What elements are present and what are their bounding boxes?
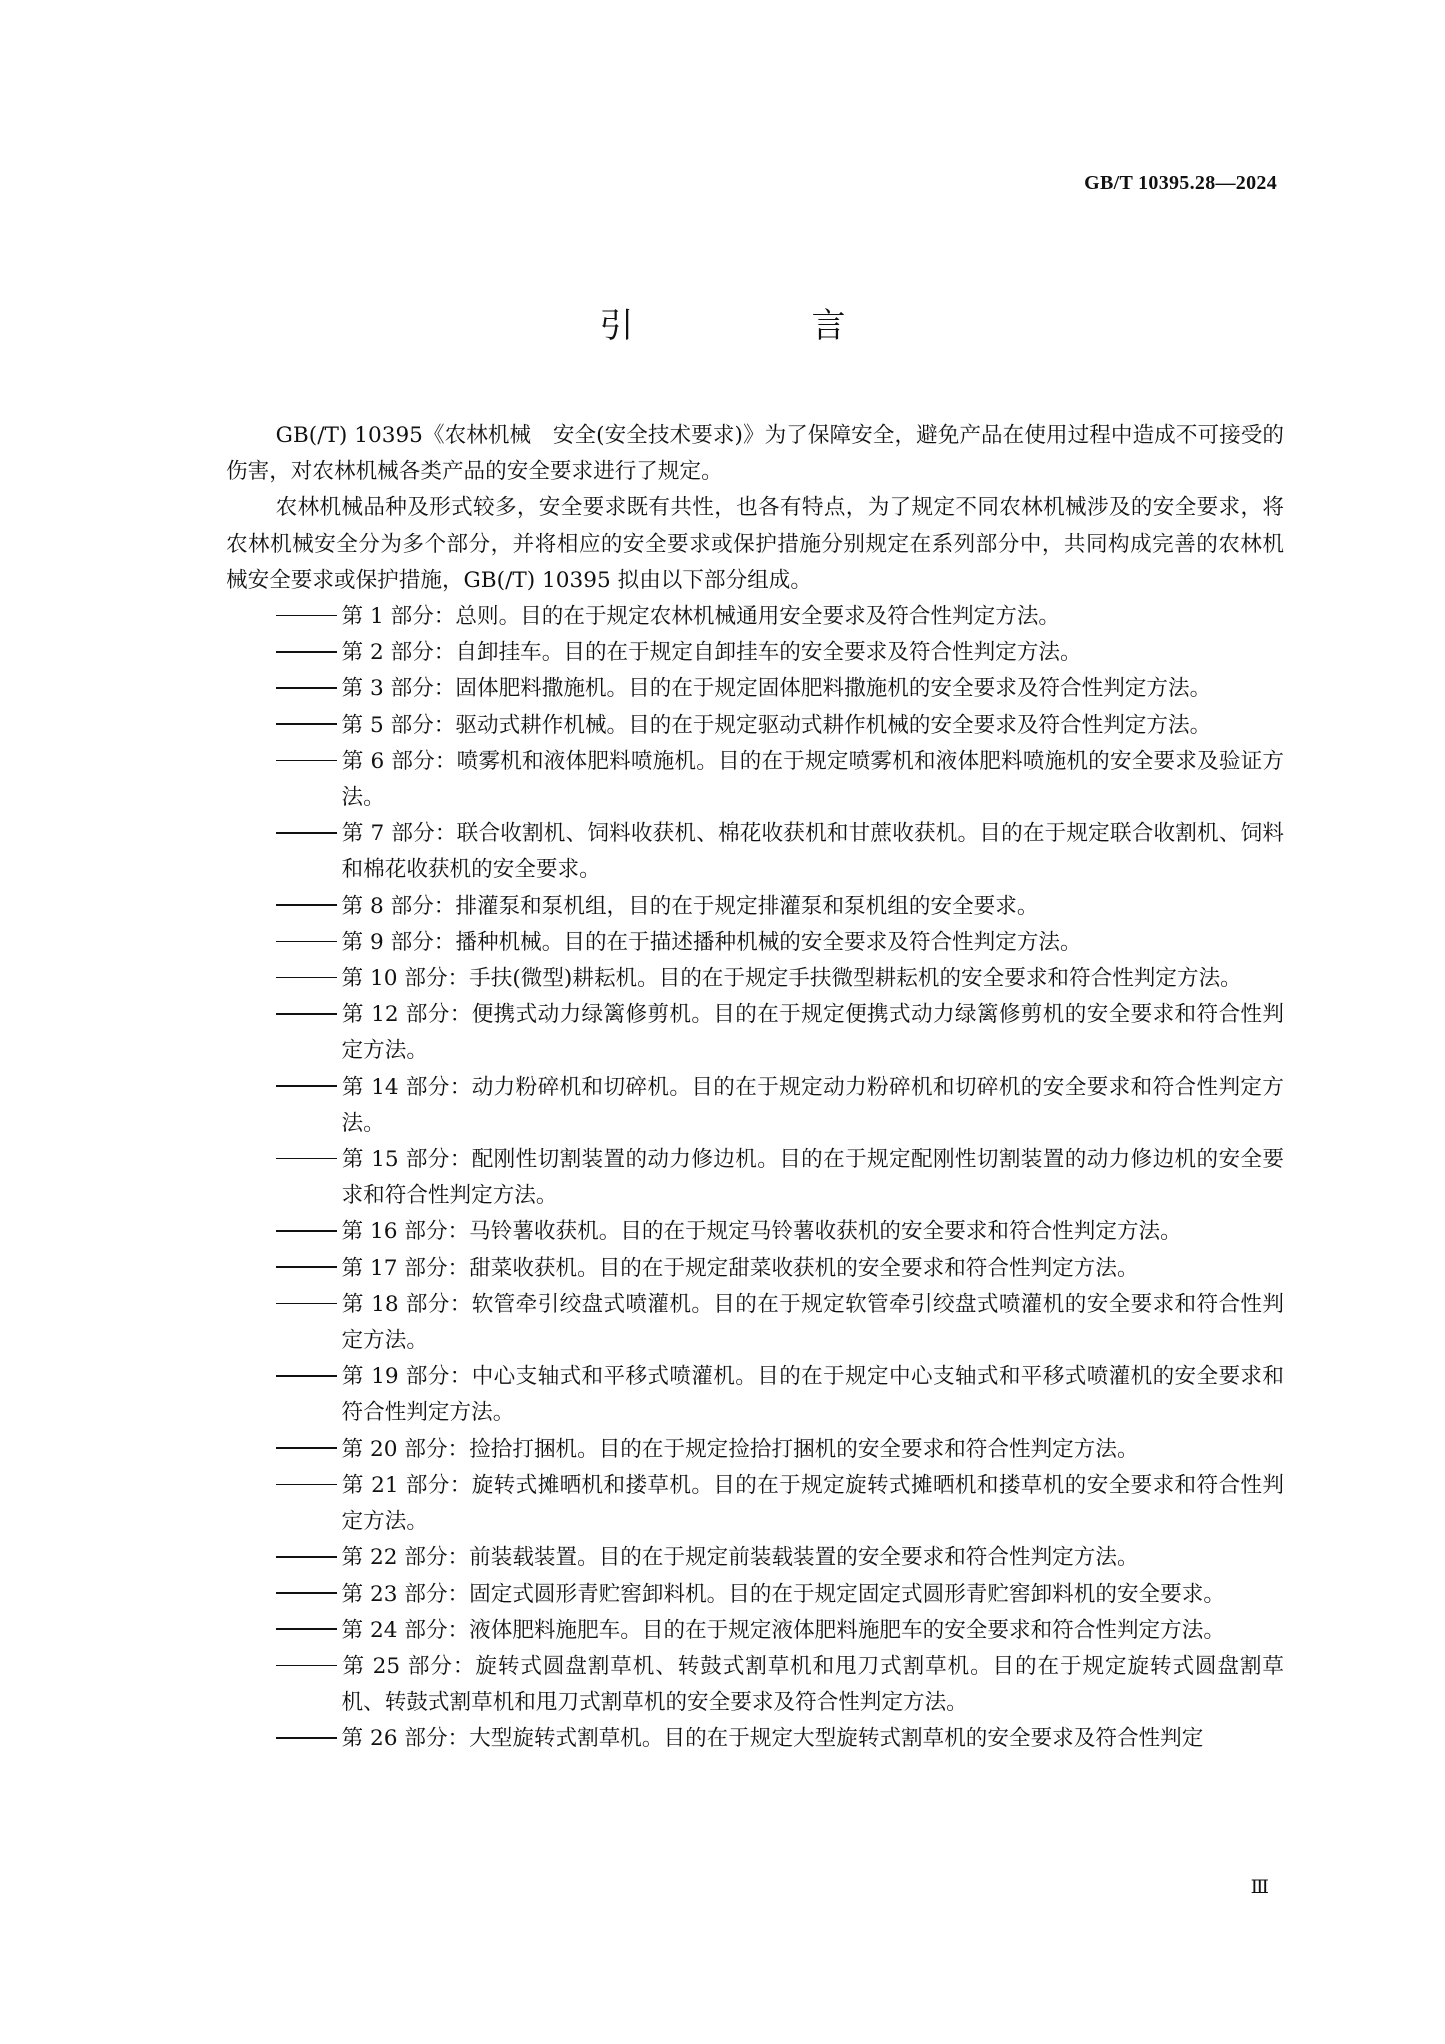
list-item [226,635,1284,671]
list-item [226,1359,1284,1431]
list-item-text: 第 17 部分：甜菜收获机。目的在于规定甜菜收获机的安全要求和符合性判定方法。 [341,1255,1139,1281]
list-item [226,744,1284,816]
em-dash-marker [276,671,342,707]
page-title: 引 言 [599,306,918,346]
list-item-text: 第 24 部分：液体肥料施肥车。目的在于规定液体肥料施肥车的安全要求和符合性判定方法。 [341,1617,1225,1643]
intro-paragraph-1: GB(/T) 10395《农林机械 安全(安全技术要求)》为了保障安全，避免产品在使用过程中造成不可接受的伤害，对农林机械各类产品的安全要求进行了规定。 [226,423,1284,485]
list-item [226,816,1284,888]
parts-list [226,599,1284,1758]
list-item [226,671,1284,707]
list-item-text: 第 7 部分：联合收割机、饲料收获机、棉花收获机和甘蔗收获机。目的在于规定联合收割机、饲料和棉花收获机的安全要求。 [341,821,1284,883]
list-item [226,599,1284,635]
em-dash-marker [276,1721,342,1757]
list-item-text: 第 6 部分：喷雾机和液体肥料喷施机。目的在于规定喷雾机和液体肥料喷施机的安全要求及验证方法。 [341,748,1284,811]
list-item-text: 第 26 部分：大型旋转式割草机。目的在于规定大型旋转式割草机的安全要求及符合性判定 [341,1726,1204,1752]
list-item [226,1142,1284,1214]
em-dash-marker [276,1613,342,1649]
list-item [226,1214,1284,1250]
em-dash-marker [276,1577,342,1613]
page-number: Ⅲ [1250,1877,1269,1898]
em-dash-marker [276,1287,342,1323]
list-item [226,1577,1284,1613]
list-item-text: 第 14 部分：动力粉碎机和切碎机。目的在于规定动力粉碎机和切碎机的安全要求和符合性判定方法。 [341,1074,1284,1136]
list-item [226,1070,1284,1142]
list-item [226,925,1284,961]
em-dash-marker [276,708,342,744]
em-dash-marker [276,1214,342,1250]
list-item-text: 第 9 部分：播种机械。目的在于描述播种机械的安全要求及符合性判定方法。 [341,929,1082,955]
list-item-text: 第 23 部分：固定式圆形青贮窖卸料机。目的在于规定固定式圆形青贮窖卸料机的安全要求。 [341,1581,1225,1607]
intro-paragraph-2: 农林机械品种及形式较多，安全要求既有共性，也各有特点，为了规定不同农林机械涉及的安全要求，将农林机械安全分为多个部分，并将相应的安全要求或保护措施分别规定在系列部分中，共同构成完善的农林机械安全要求或保护措施，GB(/T) 10395 拟由以下部分组成。 [226,495,1284,593]
em-dash-marker [276,635,342,671]
list-item-text: 第 15 部分：配刚性切割装置的动力修边机。目的在于规定配刚性切割装置的动力修边机的安全要求和符合性判定方法。 [341,1147,1284,1209]
list-item-text: 第 2 部分：自卸挂车。目的在于规定自卸挂车的安全要求及符合性判定方法。 [341,640,1082,666]
em-dash-marker [276,1359,342,1395]
list-item-text: 第 1 部分：总则。目的在于规定农林机械通用安全要求及符合性判定方法。 [341,604,1061,630]
list-item [226,1287,1284,1359]
list-item-text: 第 12 部分：便携式动力绿篱修剪机。目的在于规定便携式动力绿篱修剪机的安全要求和符合性判定方法。 [341,1002,1284,1064]
list-item [226,1613,1284,1649]
list-item [226,997,1284,1069]
document-body [226,418,1284,1758]
list-item-text: 第 20 部分：捡拾打捆机。目的在于规定捡拾打捆机的安全要求和符合性判定方法。 [341,1436,1139,1462]
em-dash-marker [276,1070,342,1106]
list-item [226,1540,1284,1576]
list-item-text: 第 25 部分：旋转式圆盘割草机、转鼓式割草机和甩刀式割草机。目的在于规定旋转式圆盘割草机、转鼓式割草机和甩刀式割草机的安全要求及符合性判定方法。 [341,1653,1284,1716]
list-item-text: 第 8 部分：排灌泵和泵机组，目的在于规定排灌泵和泵机组的安全要求。 [341,893,1039,919]
list-item [226,1649,1284,1721]
list-item-text: 第 18 部分：软管牵引绞盘式喷灌机。目的在于规定软管牵引绞盘式喷灌机的安全要求和符合性判定方法。 [341,1291,1284,1354]
em-dash-marker [276,1142,342,1178]
list-item [226,1468,1284,1540]
em-dash-marker [276,961,342,997]
list-item-text: 第 19 部分：中心支轴式和平移式喷灌机。目的在于规定中心支轴式和平移式喷灌机的安全要求和符合性判定方法。 [341,1364,1284,1426]
list-item [226,889,1284,925]
list-item-text: 第 22 部分：前装载装置。目的在于规定前装载装置的安全要求和符合性判定方法。 [341,1545,1139,1571]
list-item [226,1251,1284,1287]
list-item-text: 第 21 部分：旋转式摊晒机和搂草机。目的在于规定旋转式摊晒机和搂草机的安全要求和符合性判定方法。 [341,1472,1284,1535]
list-item [226,961,1284,997]
list-item-text: 第 3 部分：固体肥料撒施机。目的在于规定固体肥料撒施机的安全要求及符合性判定方法。 [341,676,1212,702]
em-dash-marker [276,1649,342,1685]
em-dash-marker [276,816,342,852]
list-item [226,1432,1284,1468]
em-dash-marker [276,744,342,780]
em-dash-marker [276,997,342,1033]
em-dash-marker [276,599,342,635]
em-dash-marker [276,889,342,925]
standard-code: GB/T 10395.28—2024 [1084,172,1277,194]
em-dash-marker [276,1251,342,1287]
list-item [226,708,1284,744]
list-item-text: 第 5 部分：驱动式耕作机械。目的在于规定驱动式耕作机械的安全要求及符合性判定方法。 [341,712,1212,738]
list-item [226,1721,1284,1757]
em-dash-marker [276,1468,342,1504]
list-item-text: 第 10 部分：手扶(微型)耕耘机。目的在于规定手扶微型耕耘机的安全要求和符合性判定方法。 [341,966,1242,992]
em-dash-marker [276,925,342,961]
em-dash-marker [276,1540,342,1576]
list-item-text: 第 16 部分：马铃薯收获机。目的在于规定马铃薯收获机的安全要求和符合性判定方法。 [341,1219,1182,1245]
em-dash-marker [276,1432,342,1468]
